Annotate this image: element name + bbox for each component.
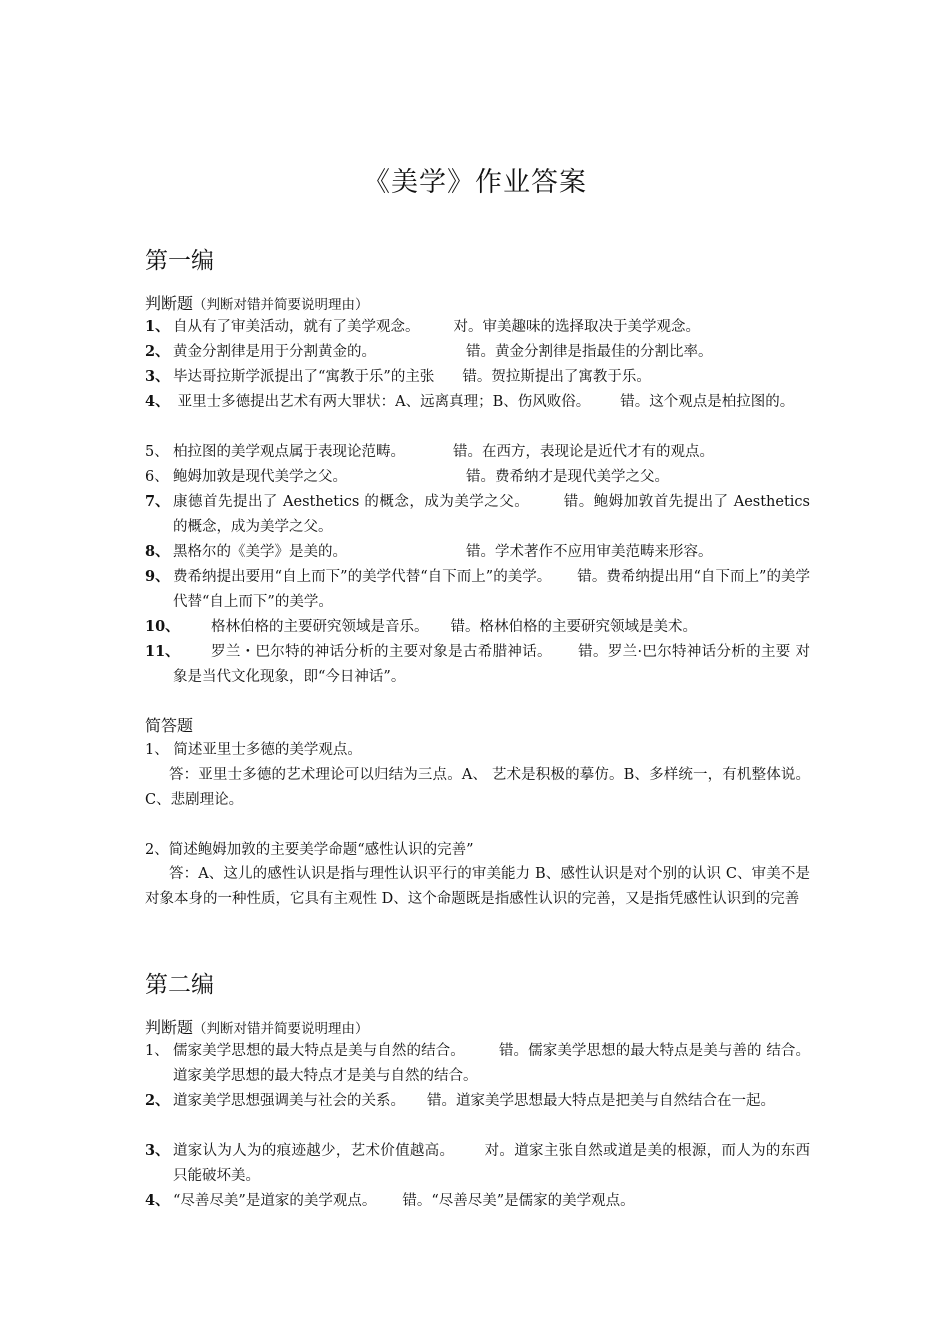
judge-heading-label: 判断题: [145, 1018, 194, 1037]
judge-item-1-8: [145, 540, 810, 565]
judge-item-2-4: [145, 1189, 810, 1214]
judge-item-1-4: [145, 390, 810, 415]
judge-heading-part1: [145, 291, 369, 314]
item-answer: 错。格林伯格的主要研究领域是美术。: [450, 619, 697, 635]
judge-item-1-5: [145, 440, 810, 465]
short-answer-2: 答：A、这儿的感性认识是指与理性认识平行的审美能力 B、感性认识是对个别的认识 C、审美不是对象本身的一种性质，它具有主观性 D、这个命题既是指感性认识的完善，又是指凭感性认识到的完善: [145, 866, 810, 907]
judge-item-1-11: [145, 640, 810, 689]
item-answer: 对。道家主张自然或道是美的根源，而人为的东西只能破坏美。: [173, 1143, 811, 1184]
section-heading-part1: 第一编: [145, 248, 214, 274]
judge-item-1-1: [145, 315, 810, 340]
judge-item-1-6: [145, 465, 810, 490]
judge-item-1-10: [145, 615, 810, 640]
item-number: 3、: [145, 1142, 170, 1159]
short-answer-heading: 简答题: [145, 716, 194, 735]
item-answer: 错。鲍姆加敦首先提出了 Aesthetics 的概念，成为美学之父。: [173, 494, 810, 535]
judge-item-1-9: [145, 565, 810, 614]
item-answer: 错。在西方，表现论是近代才有的观点。: [453, 444, 714, 460]
item-answer: 错。贺拉斯提出了寓教于乐。: [462, 369, 651, 385]
item-question: “尽善尽美”是道家的美学观点。: [173, 1193, 377, 1209]
document-title: 《美学》作业答案: [363, 167, 587, 198]
item-number: 9、: [145, 568, 170, 585]
item-answer: 错。“尽善尽美”是儒家的美学观点。: [402, 1193, 635, 1209]
item-number: 6、: [145, 469, 169, 485]
item-answer: 错。费希纳提出用“自下而上”的美学代替“自上而下”的美学。: [173, 569, 810, 610]
item-question: 格林伯格的主要研究领域是音乐。: [211, 619, 429, 635]
short-question-1: 1、 简述亚里士多德的美学观点。: [145, 742, 362, 758]
judge-heading-label: 判断题: [145, 294, 194, 313]
item-number: 1、: [145, 318, 170, 335]
judge-heading-note: （判断对错并简要说明理由）: [193, 297, 369, 313]
section-heading-part2: 第二编: [145, 972, 214, 998]
item-number: 11、: [145, 643, 180, 660]
item-question: 自从有了审美活动，就有了美学观念。: [173, 319, 420, 335]
item-number: 4、: [145, 393, 170, 410]
item-question: 亚里士多德提出艺术有两大罪状：A、远离真理；B、伤风败俗。: [177, 394, 591, 410]
item-answer: 错。黄金分割律是指最佳的分割比率。: [466, 344, 713, 360]
short-answer-1: 答：亚里士多德的艺术理论可以归结为三点。A、 艺术是积极的摹仿。B、多样统一，有机整体说。 C、悲剧理论。: [145, 767, 810, 808]
judge-heading-part2: [145, 1015, 369, 1038]
item-question: 费希纳提出要用“自上而下”的美学代替“自下而上”的美学。: [173, 569, 552, 585]
item-question: 道家美学思想强调美与社会的关系。: [173, 1093, 405, 1109]
item-number: 7、: [145, 493, 170, 510]
item-answer: 错。罗兰·巴尔特神话分析的主要 对象是当代文化现象，即“今日神话”。: [173, 644, 811, 685]
item-number: 2、: [145, 1092, 170, 1109]
item-number: 10、: [145, 618, 180, 635]
item-answer: 错。学术著作不应用审美范畴来形容。: [466, 544, 713, 560]
item-number: 5、: [145, 444, 169, 460]
item-question: 康德首先提出了 Aesthetics 的概念，成为美学之父。: [173, 494, 530, 510]
judge-heading-note: （判断对错并简要说明理由）: [193, 1021, 369, 1037]
item-question: 罗兰・巴尔特的神话分析的主要对象是古希腊神话。: [211, 644, 552, 660]
item-question: 儒家美学思想的最大特点是美与自然的结合。: [173, 1043, 465, 1059]
judge-item-1-2: [145, 340, 810, 365]
item-number: 8、: [145, 543, 170, 560]
item-question: 道家认为人为的痕迹越少，艺术价值越高。: [173, 1143, 455, 1159]
item-number: 1、: [145, 1043, 169, 1059]
judge-item-1-7: [145, 490, 810, 539]
judge-item-2-2: [145, 1089, 810, 1114]
item-number: 4、: [145, 1192, 170, 1209]
item-answer: 错。这个观点是柏拉图的。: [620, 394, 795, 410]
item-answer: 对。审美趣味的选择取决于美学观念。: [453, 319, 700, 335]
item-number: 2、: [145, 343, 170, 360]
judge-item-2-1: [145, 1039, 810, 1088]
judge-item-2-3: [145, 1139, 810, 1188]
item-question: 黑格尔的《美学》是美的。: [173, 544, 347, 560]
item-question: 黄金分割律是用于分割黄金的。: [173, 344, 376, 360]
item-number: 3、: [145, 368, 170, 385]
item-answer: 错。费希纳才是现代美学之父。: [466, 469, 669, 485]
item-answer: 错。儒家美学思想的最大特点是美与善的 结合。道家美学思想的最大特点才是美与自然的结合。: [173, 1043, 811, 1084]
item-answer: 错。道家美学思想最大特点是把美与自然结合在一起。: [427, 1093, 775, 1109]
item-question: 毕达哥拉斯学派提出了“寓教于乐”的主张: [173, 369, 435, 385]
item-question: 鲍姆加敦是现代美学之父。: [173, 469, 347, 485]
item-question: 柏拉图的美学观点属于表现论范畴。: [173, 444, 405, 460]
judge-item-1-3: [145, 365, 810, 390]
short-question-2: 2、简述鲍姆加敦的主要美学命题“感性认识的完善”: [145, 842, 474, 858]
